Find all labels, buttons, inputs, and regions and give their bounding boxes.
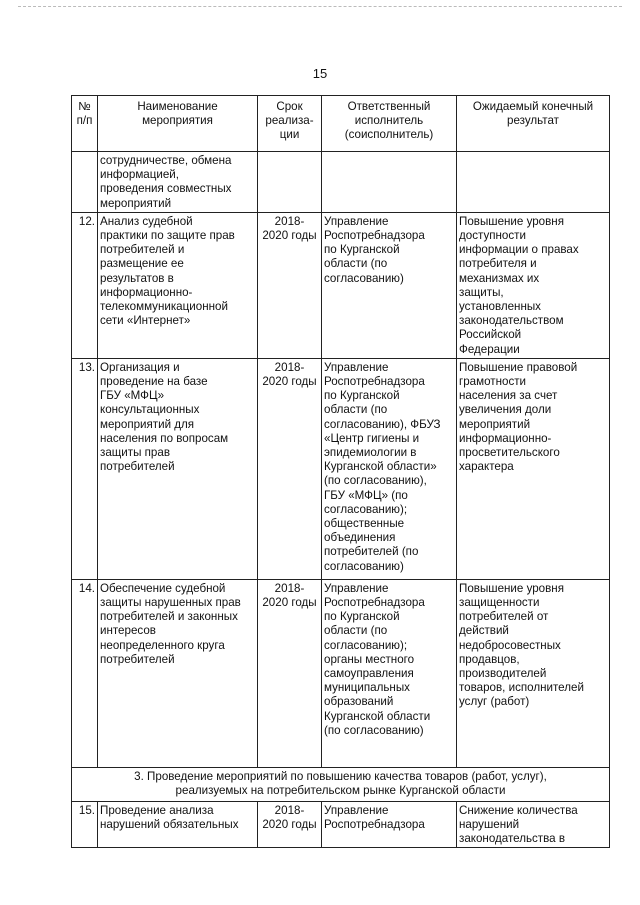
header-result: Ожидаемый конечный результат (457, 96, 610, 152)
section-heading: 3. Проведение мероприятий по повышению качества товаров (работ, услуг), реализуемых на потребительском рынке Курганской области (72, 767, 610, 801)
table-row (72, 212, 610, 358)
table-header-row (72, 96, 610, 152)
header-num: № п/п (72, 96, 98, 152)
cell-num: 13. (72, 358, 98, 579)
cell-result (457, 152, 610, 213)
cell-num (72, 152, 98, 213)
cell-name: Организация и проведение на базе ГБУ «МФЦ» консультационных мероприятий для населения по вопросам защиты прав потребителей (98, 358, 258, 579)
cell-num: 12. (72, 212, 98, 358)
header-executor: Ответственный исполнитель (соисполнитель) (322, 96, 457, 152)
measures-table (71, 95, 610, 848)
cell-num: 14. (72, 579, 98, 767)
page-number: 15 (312, 66, 328, 81)
cell-executor: Управление Роспотребнадзора по Курганской области (по согласованию), ФБУЗ «Центр гигиены и эпидемиологии в Курганской области» (по согласованию), ГБУ «МФЦ» (по согласованию); общественные объединения потребителей (по согласованию) (322, 358, 457, 579)
cell-term: 2018- 2020 годы (258, 358, 322, 579)
cell-executor: Управление Роспотребнадзора по Курганской области (по согласованию); органы местного самоуправления муниципальных образований Курганской области (по согласованию) (322, 579, 457, 767)
cell-name: Проведение анализа нарушений обязательных (98, 801, 258, 848)
section-heading-row (72, 767, 610, 801)
cell-executor: Управление Роспотребнадзора по Курганской области (по согласованию) (322, 212, 457, 358)
cell-name: Обеспечение судебной защиты нарушенных прав потребителей и законных интересов неопределенного круга потребителей (98, 579, 258, 767)
top-scan-artifact (18, 6, 622, 11)
cell-name: сотрудничестве, обмена информацией, проведения совместных мероприятий (98, 152, 258, 213)
cell-result: Повышение правовой грамотности населения за счет увеличения доли мероприятий информационно- просветительского характера (457, 358, 610, 579)
table-row-continuation (72, 152, 610, 213)
cell-result: Повышение уровня защищенности потребителей от действий недобросовестных продавцов, производителей товаров, исполнителей услуг (работ) (457, 579, 610, 767)
header-name: Наименование мероприятия (98, 96, 258, 152)
cell-executor (322, 152, 457, 213)
cell-term: 2018- 2020 годы (258, 579, 322, 767)
cell-num: 15. (72, 801, 98, 848)
cell-result: Повышение уровня доступности информации о правах потребителя и механизмах их защиты, установленных законодательством Российской Федерации (457, 212, 610, 358)
cell-term: 2018- 2020 годы (258, 212, 322, 358)
table-row (72, 801, 610, 848)
cell-name: Анализ судебной практики по защите прав потребителей и размещение ее результатов в информационно- телекоммуникационной сети «Интернет» (98, 212, 258, 358)
header-term: Срок реализа- ции (258, 96, 322, 152)
cell-result: Снижение количества нарушений законодательства в (457, 801, 610, 848)
table-row (72, 358, 610, 579)
cell-executor: Управление Роспотребнадзора (322, 801, 457, 848)
cell-term (258, 152, 322, 213)
table-row (72, 579, 610, 767)
cell-term: 2018- 2020 годы (258, 801, 322, 848)
